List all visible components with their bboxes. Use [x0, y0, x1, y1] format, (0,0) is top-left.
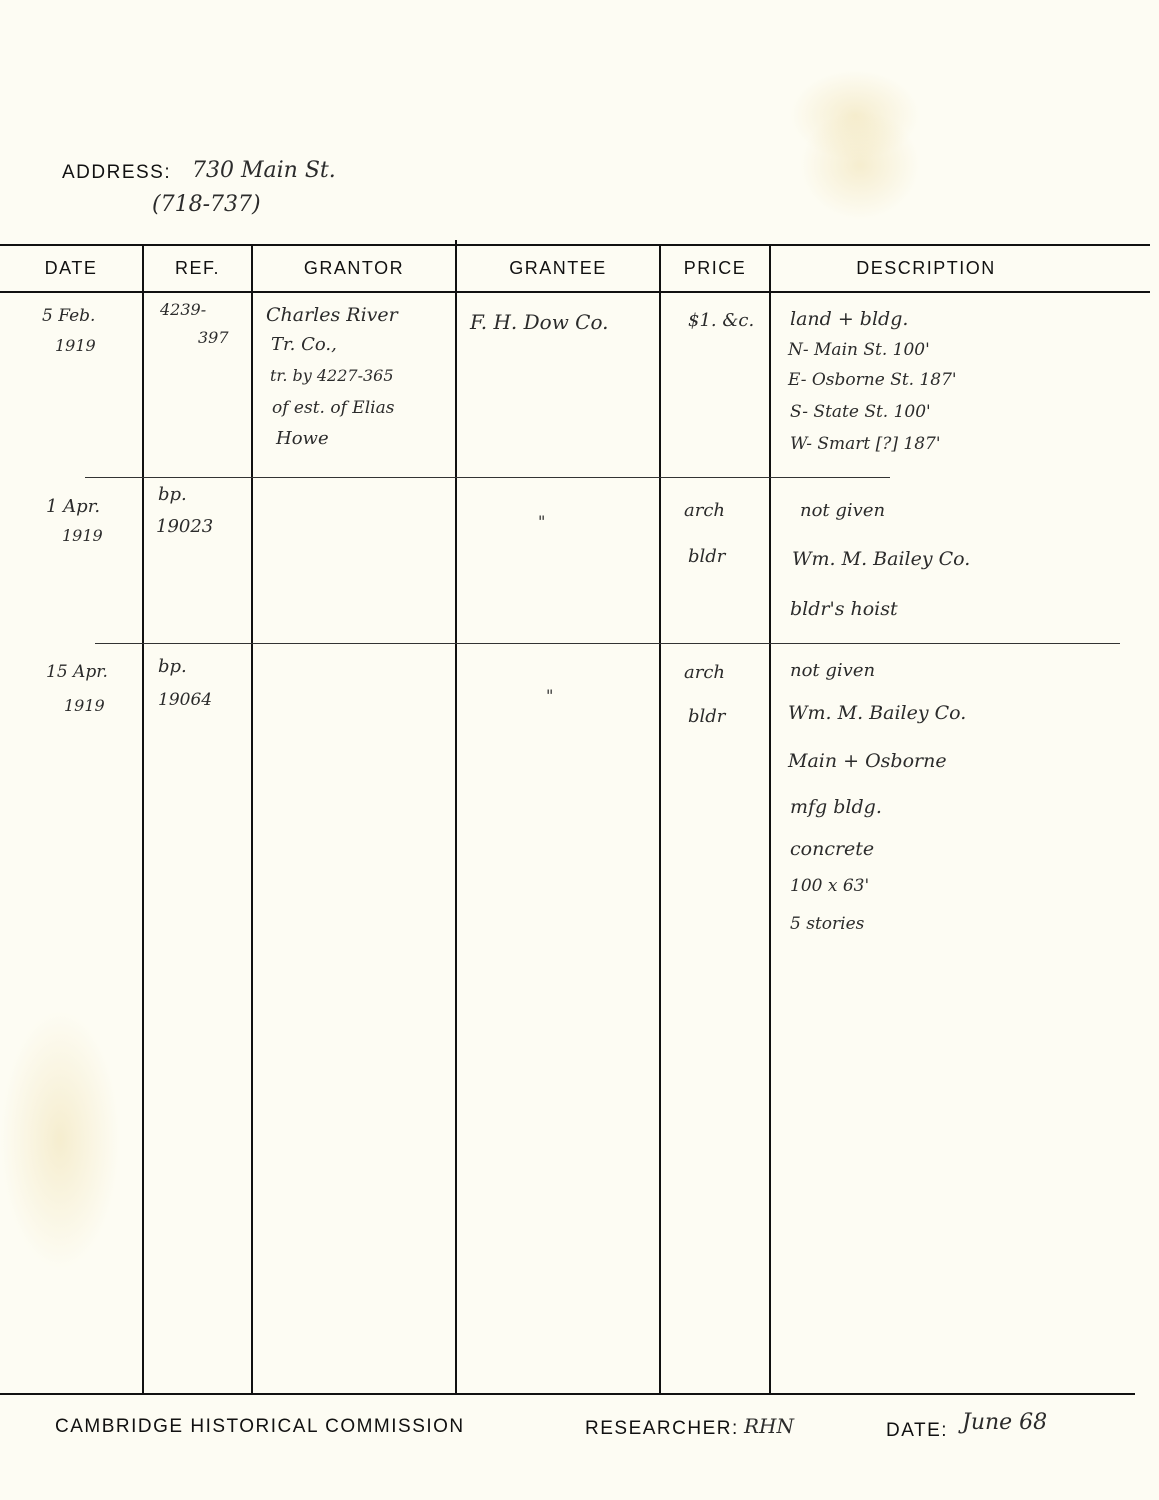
- entry-ref: bp.: [158, 656, 187, 677]
- paper-stain: [0, 1010, 120, 1270]
- entry-description: W- Smart [?] 187': [790, 434, 941, 454]
- footer-commission: CAMBRIDGE HISTORICAL COMMISSION: [55, 1416, 465, 1437]
- entry-ref: 397: [198, 328, 229, 347]
- entry-date: 1919: [55, 336, 96, 355]
- entry-description: not given: [800, 500, 886, 521]
- entry-price: bldr: [688, 706, 726, 727]
- entry-description: Main + Osborne: [788, 750, 947, 772]
- entry-description: S- State St. 100': [790, 402, 931, 422]
- entry-description: land + bldg.: [790, 308, 909, 330]
- entry-description: mfg bldg.: [790, 796, 882, 818]
- col-header-grantor: GRANTOR: [303, 257, 405, 278]
- entry-date: 1919: [64, 696, 105, 715]
- entry-grantor: Howe: [276, 428, 329, 449]
- entry-date: 1919: [62, 526, 103, 545]
- column-divider: [769, 244, 771, 1394]
- entry-date: 15 Apr.: [46, 662, 108, 682]
- entry-grantor: Charles River: [266, 304, 398, 326]
- address-value: 730 Main St.: [192, 158, 336, 183]
- entry-description: 100 x 63': [790, 876, 870, 896]
- entry-description: Wm. M. Bailey Co.: [792, 548, 971, 570]
- entry-ref: 19064: [158, 690, 213, 710]
- entry-grantee: F. H. Dow Co.: [470, 310, 609, 334]
- entry-grantor: Tr. Co.,: [271, 334, 337, 355]
- entry-grantee: ": [538, 512, 546, 531]
- column-divider: [659, 244, 661, 1394]
- col-header-description: DESCRIPTION: [856, 257, 996, 278]
- footer-researcher-value: RHN: [744, 1414, 794, 1438]
- col-header-date: DATE: [44, 257, 98, 278]
- entry-description: concrete: [790, 838, 875, 860]
- paper-stain: [790, 70, 920, 160]
- address-range: (718-737): [152, 192, 261, 217]
- address-label: ADDRESS:: [62, 162, 172, 183]
- entry-grantor: of est. of Elias: [272, 398, 395, 418]
- table-bottom-rule: [0, 1393, 1135, 1395]
- entry-grantee: ": [546, 686, 554, 705]
- col-header-price: PRICE: [683, 257, 747, 278]
- entry-ref: bp.: [158, 484, 187, 505]
- row-separator: [85, 477, 890, 478]
- col-header-ref: REF.: [174, 257, 220, 278]
- entry-description: E- Osborne St. 187': [788, 370, 957, 390]
- column-divider: [251, 244, 253, 1394]
- footer-date-label: DATE:: [886, 1420, 949, 1441]
- header-bottom-rule: [0, 291, 1150, 293]
- footer-date-value: June 68: [962, 1410, 1048, 1435]
- column-divider: [142, 244, 144, 1394]
- entry-description: bldr's hoist: [790, 598, 898, 620]
- row-separator: [95, 643, 1120, 644]
- entry-price: arch: [684, 662, 726, 683]
- footer-researcher-label: RESEARCHER:: [585, 1418, 739, 1439]
- col-header-grantee: GRANTEE: [509, 257, 607, 278]
- entry-description: Wm. M. Bailey Co.: [788, 702, 967, 724]
- paper-stain: [800, 110, 920, 220]
- entry-price: bldr: [688, 546, 726, 567]
- entry-ref: 4239-: [160, 300, 207, 319]
- entry-grantor: tr. by 4227-365: [270, 366, 394, 385]
- entry-description: not given: [790, 660, 876, 681]
- entry-description: 5 stories: [790, 914, 865, 934]
- column-divider: [455, 240, 457, 1394]
- entry-date: 5 Feb.: [42, 306, 96, 326]
- entry-description: N- Main St. 100': [788, 340, 930, 360]
- entry-ref: 19023: [156, 516, 214, 537]
- entry-price: $1. &c.: [688, 310, 755, 331]
- entry-price: arch: [684, 500, 726, 521]
- entry-date: 1 Apr.: [46, 496, 101, 517]
